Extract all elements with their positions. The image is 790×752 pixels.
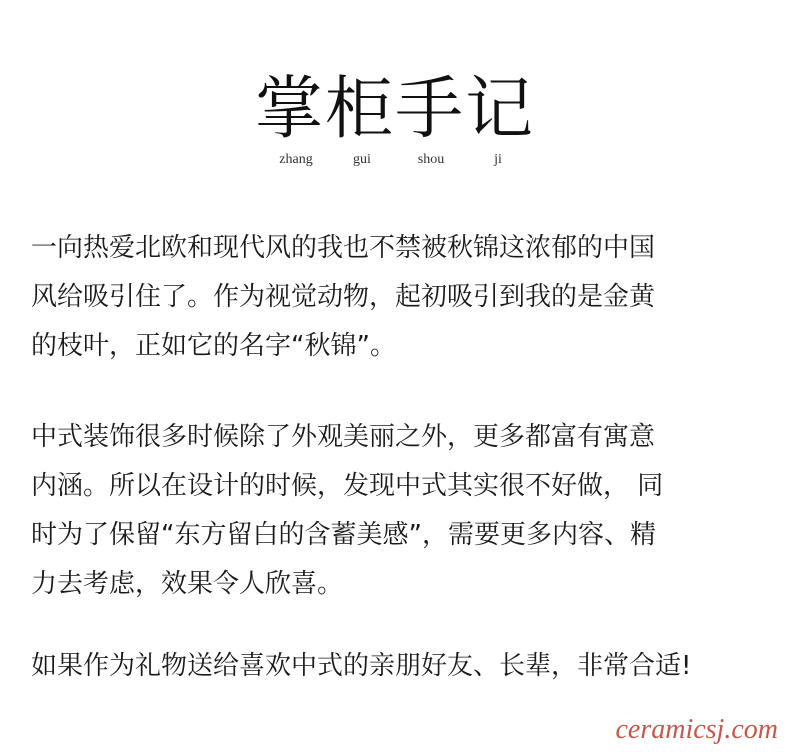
pinyin-syllable: zhang — [279, 152, 313, 167]
pinyin-syllable: ji — [494, 152, 502, 167]
paragraph-line: 的枝叶，正如它的名字“秋锦”。 — [31, 331, 396, 361]
paragraph-design — [31, 413, 766, 609]
paragraph-line: 时为了保留“东方留白的含蓄美感”，需要更多内容、精 — [31, 520, 656, 550]
watermark-text: ceramicsj.com — [615, 714, 778, 745]
paragraph-line: 内涵。所以在设计的时候，发现中式其实很不好做， 同 — [31, 471, 664, 501]
paragraph-intro — [31, 224, 766, 371]
paragraph-line: 中式装饰很多时候除了外观美丽之外，更多都富有寓意 — [31, 422, 656, 452]
paragraph-line: 风给吸引住了。作为视觉动物，起初吸引到我的是金黄 — [31, 282, 656, 312]
paragraph-gift — [31, 642, 766, 691]
paragraph-line: 如果作为礼物送给喜欢中式的亲朋好友、长辈，非常合适! — [31, 651, 692, 681]
page-title: 掌柜手记 — [254, 70, 535, 149]
pinyin-syllable: shou — [417, 152, 445, 167]
pinyin-syllable: gui — [353, 152, 371, 167]
title-pinyin — [0, 152, 790, 172]
paragraph-line: 力去考虑，效果令人欣喜。 — [31, 569, 344, 599]
paragraph-line: 一向热爱北欧和现代风的我也不禁被秋锦这浓郁的中国 — [31, 233, 656, 263]
